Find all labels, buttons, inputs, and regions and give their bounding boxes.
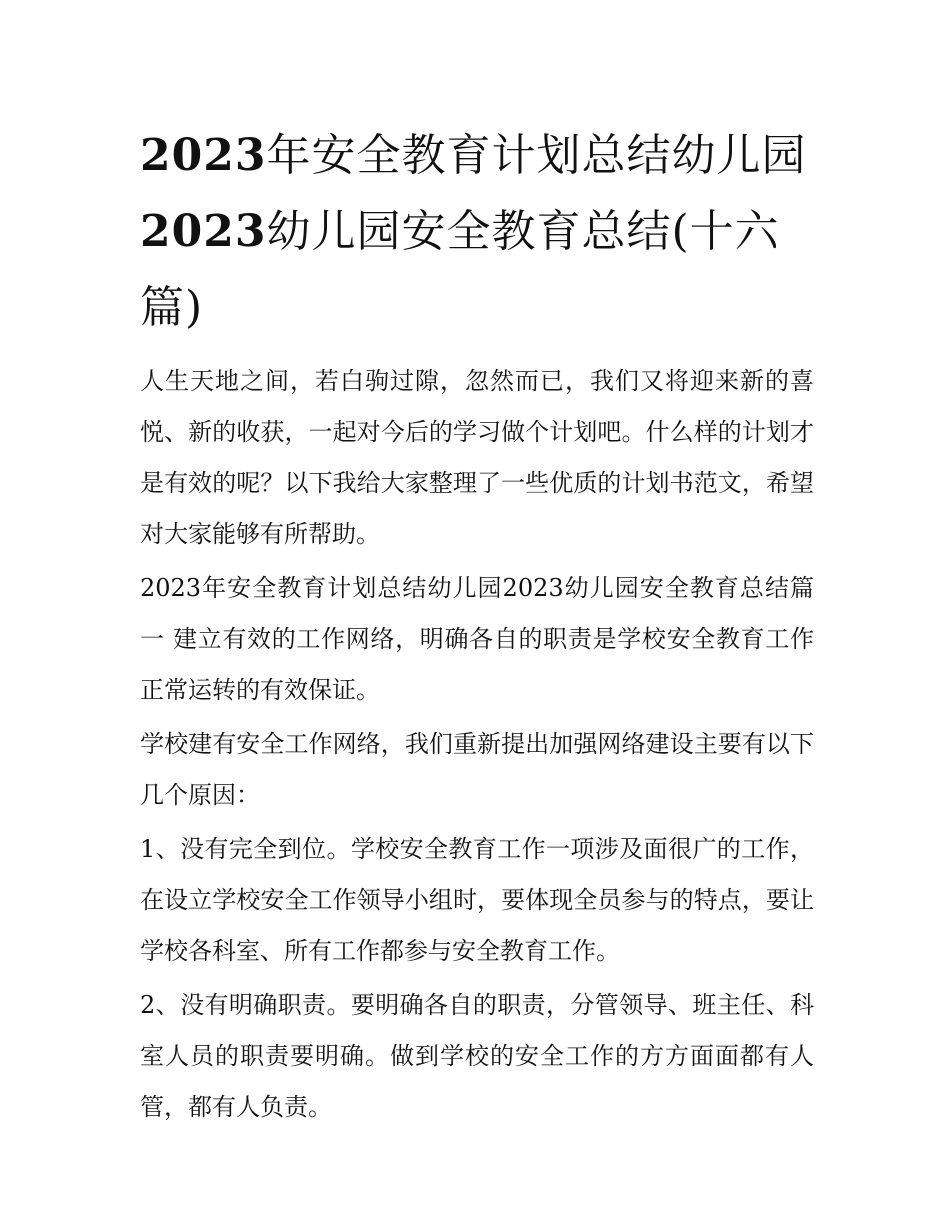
document-page — [140, 118, 814, 1133]
title-text-2: 幼儿园安全教育总结(十六篇) — [140, 206, 780, 333]
paragraph-intro: 人生天地之间，若白驹过隙，忽然而已，我们又将迎来新的喜悦、新的收获，一起对今后的学习做个计划吧。什么样的计划才是有效的呢？以下我给大家整理了一些优质的计划书范文，希望对大家能够有所帮助。 — [140, 367, 814, 548]
paragraph-network-reasons: 学校建有安全工作网络，我们重新提出加强网络建设主要有以下几个原因： — [140, 730, 814, 809]
document-title — [140, 118, 814, 346]
title-text-1: 年安全教育计划总结幼儿园 — [266, 130, 807, 181]
title-year-1: 2023 — [140, 130, 267, 181]
paragraph-section-one: 2023年安全教育计划总结幼儿园2023幼儿园安全教育总结篇一 建立有效的工作网络，明确各自的职责是学校安全教育工作正常运转的有效保证。 — [140, 574, 814, 704]
title-year-2: 2023 — [140, 206, 267, 257]
paragraph-point-2: 2、没有明确职责。要明确各自的职责，分管领导、班主任、科室人员的职责要明确。做到学校的安全工作的方方面面都有人管，都有人负责。 — [140, 991, 814, 1121]
paragraph-point-1: 1、没有完全到位。学校安全教育工作一项涉及面很广的工作，在设立学校安全工作领导小组时，要体现全员参与的特点，要让学校各科室、所有工作都参与安全教育工作。 — [140, 835, 814, 965]
